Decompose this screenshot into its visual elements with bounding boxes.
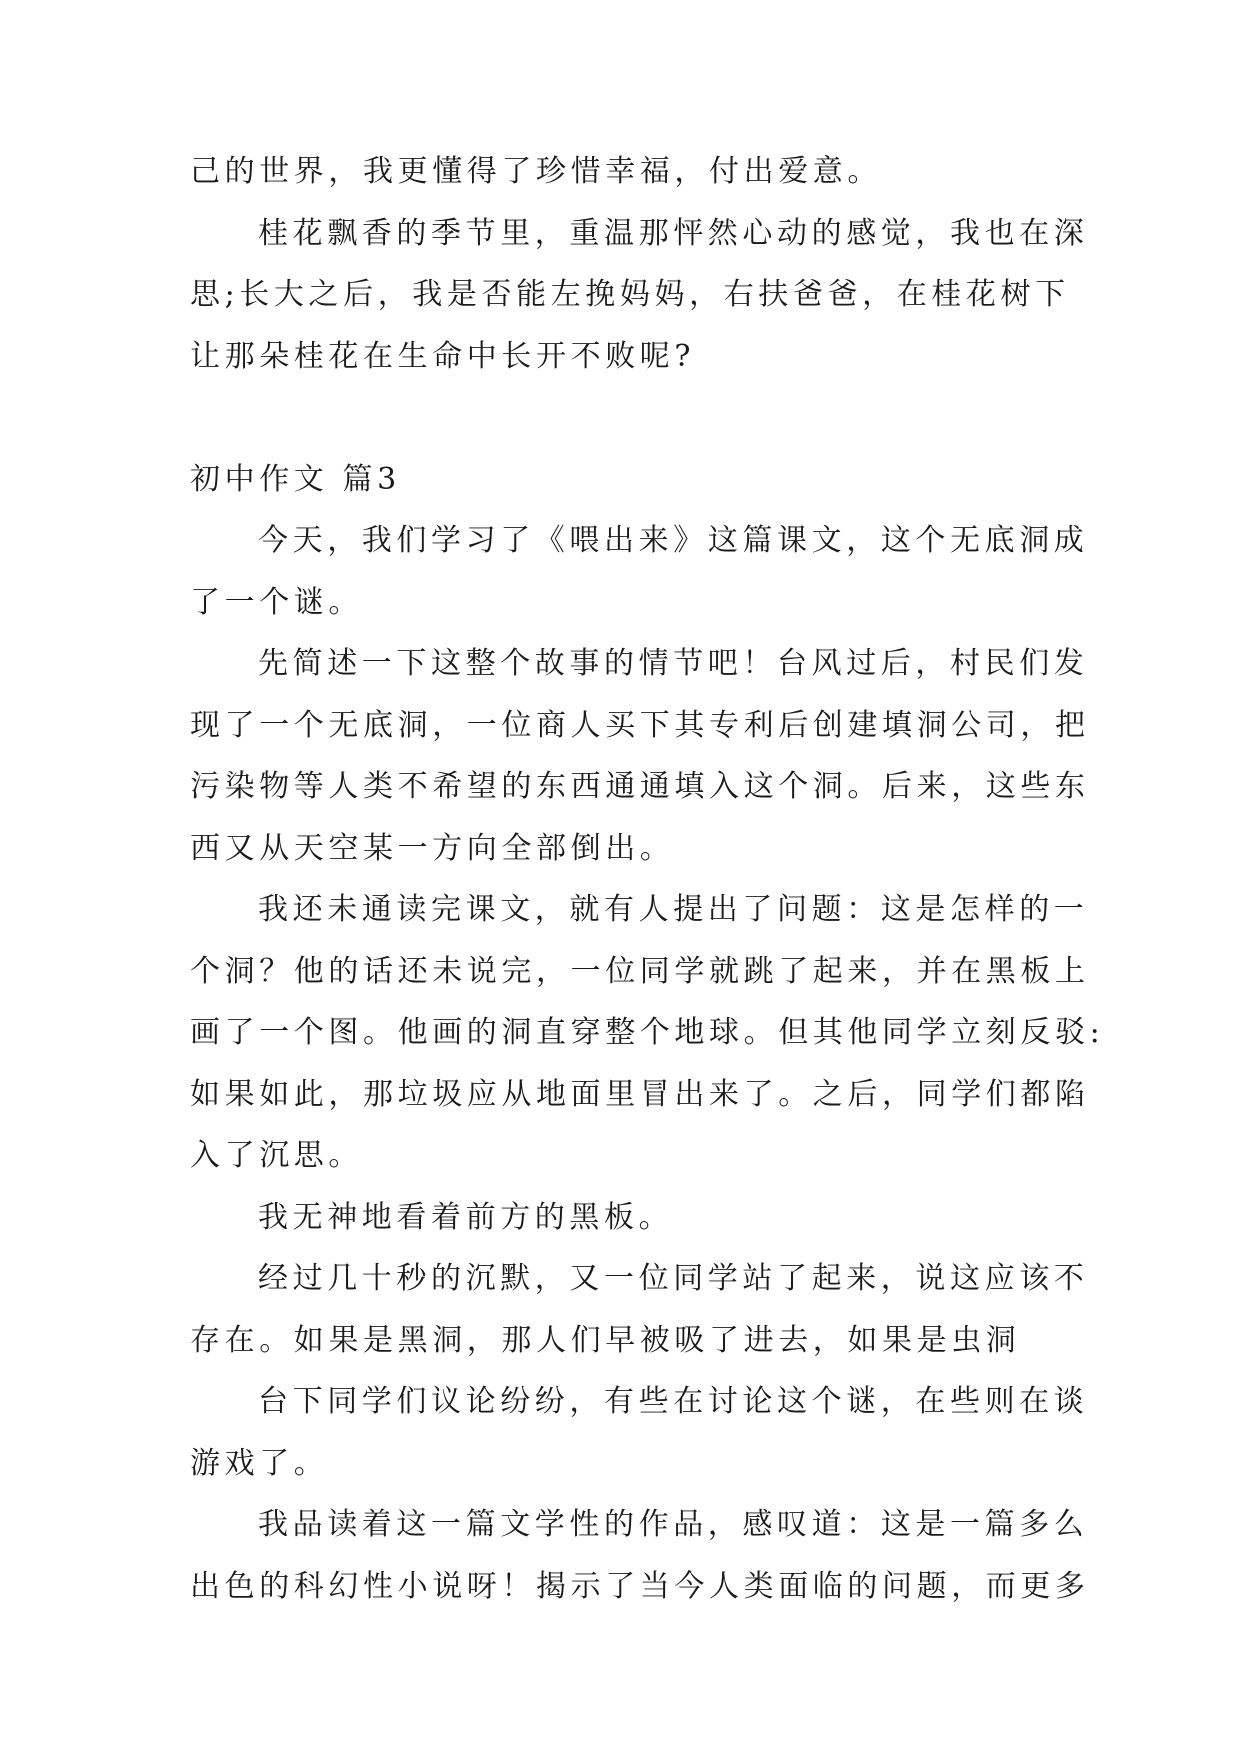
text-line: 我还未通读完课文，就有人提出了问题：这是怎样的一 xyxy=(258,892,1089,927)
text-line: 今天，我们学习了《喂出来》这篇课文，这个无底洞成 xyxy=(258,523,1089,558)
text-line: 台下同学们议论纷纷，有些在讨论这个谜，在些则在谈 xyxy=(258,1384,1089,1419)
text-line: 游戏了。 xyxy=(190,1445,329,1481)
text-line: 我品读着这一篇文学性的作品，感叹道：这是一篇多么 xyxy=(258,1507,1089,1542)
fragment-paragraph xyxy=(190,141,1056,203)
paragraph-2 xyxy=(190,633,1090,879)
text-line: 让那朵桂花在生命中长开不败呢? xyxy=(190,338,696,374)
paragraph-3 xyxy=(190,879,1105,1187)
paragraph-autumn xyxy=(190,203,1089,388)
text-line: 出色的科幻性小说呀！揭示了当今人类面临的问题，而更多 xyxy=(190,1568,1090,1604)
text-line: 个洞？他的话还未说完，一位同学就跳了起来，并在黑板上 xyxy=(190,953,1090,989)
text-line: 桂花飘香的季节里，重温那怦然心动的感觉，我也在深 xyxy=(258,215,1089,251)
text-line: 画了一个图。他画的洞直穿整个地球。但其他同学立刻反驳: xyxy=(190,1015,1105,1050)
paragraph-7 xyxy=(190,1494,1090,1617)
text-line: 经过几十秒的沉默，又一位同学站了起来，说这应该不 xyxy=(258,1261,1089,1296)
text-line: 我无神地看着前方的黑板。 xyxy=(258,1199,674,1235)
text-line: 思;长大之后，我是否能左挽妈妈，右扶爸爸，在桂花树下 xyxy=(190,277,1070,312)
document-page xyxy=(190,141,1105,1617)
text-line: 入了沉思。 xyxy=(190,1138,363,1173)
text-line: 存在。如果是黑洞，那人们早被吸了进去，如果是虫洞 xyxy=(190,1322,1021,1358)
text-line: 污染物等人类不希望的东西通通填入这个洞。后来，这些东 xyxy=(190,769,1090,804)
text-line: 如果如此，那垃圾应从地面里冒出来了。之后，同学们都陷 xyxy=(190,1076,1090,1112)
section-heading: 初中作文 篇3 xyxy=(190,461,401,497)
paragraph-6 xyxy=(190,1371,1089,1494)
paragraph-4 xyxy=(190,1187,1056,1249)
text-line: 先简述一下这整个故事的情节吧！台风过后，村民们发 xyxy=(258,646,1089,681)
paragraph-5 xyxy=(190,1248,1089,1371)
section-spacer xyxy=(190,387,1056,449)
text-line: 西又从天空某一方向全部倒出。 xyxy=(190,830,675,866)
paragraph-1 xyxy=(190,510,1089,633)
text-line: 己的世界，我更懂得了珍惜幸福，付出爱意。 xyxy=(190,154,882,189)
text-line: 现了一个无底洞，一位商人买下其专利后创建填洞公司，把 xyxy=(190,707,1090,743)
text-line: 了一个谜。 xyxy=(190,584,363,620)
